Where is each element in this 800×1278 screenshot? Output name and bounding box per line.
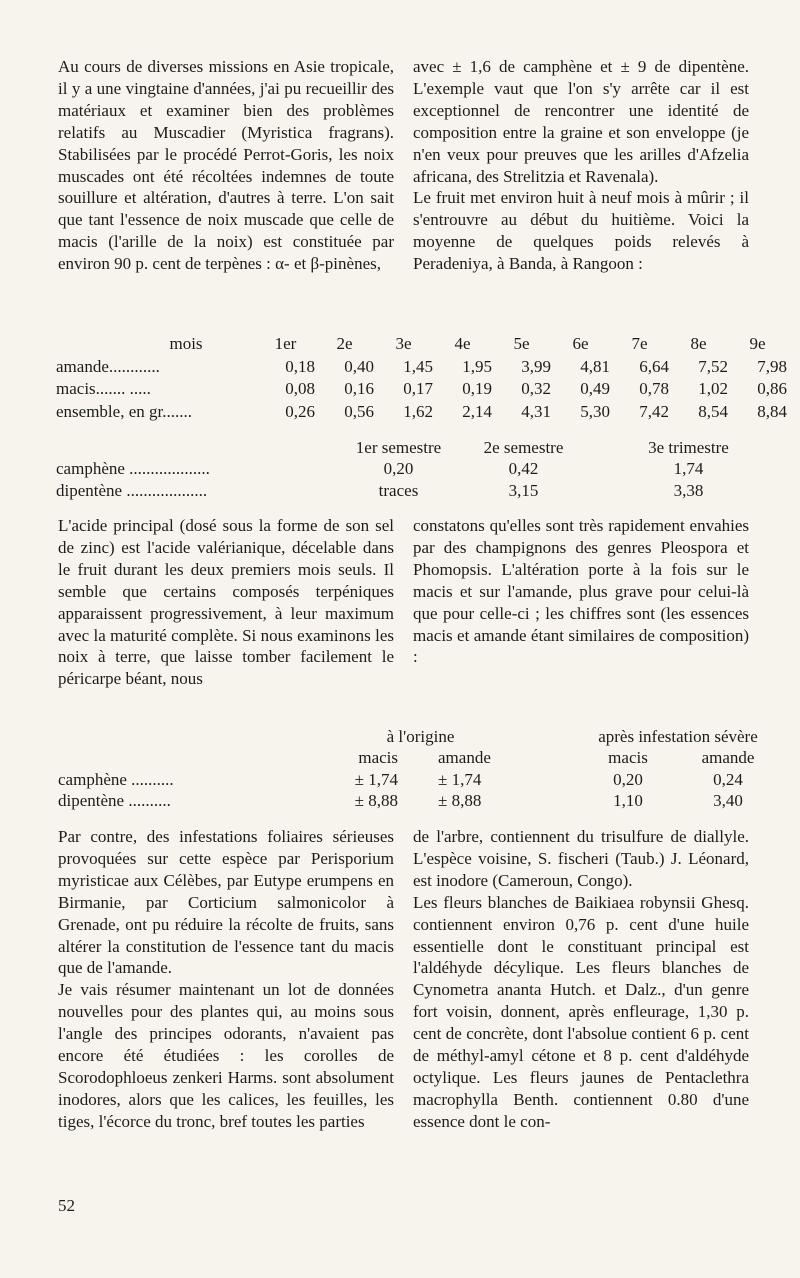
table-cell: 1,95 — [462, 356, 492, 376]
table-cell: 1,02 — [698, 379, 728, 399]
table-row — [58, 769, 778, 791]
header-origine: à l'origine — [386, 726, 455, 746]
table-cell: 0,20 — [383, 459, 414, 479]
row-label: amande — [56, 356, 109, 376]
subheader-macis: macis — [608, 748, 648, 768]
page-number: 52 — [58, 1196, 75, 1215]
month-9: 9e — [749, 334, 766, 354]
table-row — [56, 401, 787, 424]
month-1: 1er — [274, 334, 297, 354]
terpene-by-period-table — [56, 437, 791, 502]
table-cell: 0,78 — [639, 379, 669, 399]
table-cell: 1,45 — [403, 356, 433, 376]
row-label: dipentène — [58, 791, 125, 811]
table-cell: 8,54 — [698, 401, 728, 421]
table-cell: 0,18 — [285, 356, 315, 376]
header-trimestre-3: 3e trimestre — [648, 437, 729, 457]
text-right-c: de l'arbre, contiennent du trisulfure de diallyle. L'espèce voisine, S. fischeri (Taub.) J. Léonard, est inodore (Cameroun, Congo). — [413, 827, 749, 890]
table-row — [56, 356, 787, 379]
table-cell: traces — [378, 480, 419, 500]
text-left-c2: Je vais résumer maintenant un lot de données nouvelles pour des plantes qui, au moins sous l'angle des principes odorants, n'avaient pas encore été étudiées : les corolles de Scorodophloeus zenkeri Harms. sont absolument inodores, alors que les calices, les feuilles, les tiges, l'écorce du tronc, bref toutes les parties — [58, 980, 394, 1131]
month-3: 3e — [395, 334, 412, 354]
table-cell: 0,86 — [757, 379, 787, 399]
table-row — [56, 459, 791, 481]
paragraph-foliar-infestations — [58, 826, 394, 1133]
row-label: dipentène — [56, 480, 123, 500]
subheader-amande: amande — [701, 748, 755, 768]
table-cell: ± 1,74 — [438, 769, 482, 789]
table-row — [56, 378, 787, 401]
table-cell: 3,40 — [713, 791, 743, 811]
table-cell: 5,30 — [580, 401, 610, 421]
table-cell: 0,24 — [713, 769, 743, 789]
table-row — [56, 480, 791, 502]
table-cell: 0,56 — [344, 401, 374, 421]
dot-leader: ................... — [126, 480, 208, 500]
table-cell: 4,81 — [580, 356, 610, 376]
header-semestre-2: 2e semestre — [483, 437, 564, 457]
dot-leader: ...... — [166, 401, 192, 421]
paragraph-muscadier-intro — [58, 56, 394, 275]
paragraph-new-plant-data — [413, 826, 749, 1133]
text-right-a: avec ± 1,6 de camphène et ± 9 de dipentène. L'exemple vaut que l'on s'y arrête car il est exceptionnel de rencontrer une identité de composition entre la graine et son enveloppe (je n'en veux pour preuves que les arilles d'Afzelia africana, des Strelitzia et Ravenala). — [413, 57, 749, 186]
text-left-c: Par contre, des infestations foliaires sérieuses provoquées sur cette espèce par Perisporium myristicae aux Célèbes, par Eutype erumpens en Birmanie, par Corticium salmonicolor à Grenade, ont pu réduire la récolte de fruits, sans altérer la constitution de l'essence tant du macis que de l'amande. — [58, 827, 394, 978]
table-cell: 0,17 — [403, 379, 433, 399]
table-cell: 4,31 — [521, 401, 551, 421]
table-cell: 7,98 — [757, 356, 787, 376]
table-cell: 1,62 — [403, 401, 433, 421]
table-cell: 1,74 — [673, 459, 704, 479]
header-apres-infestation: après infestation sévère — [598, 726, 758, 746]
text-left-a: Au cours de diverses missions en Asie tropicale, il y a une vingtaine d'années, j'ai pu recueillir des matériaux et examiner bien des problèmes relatifs au Muscadier (Myristica fragrans). Stabilisées par le procédé Perrot-Goris, les noix muscades ont été récoltées indemnes de toute souillure et altération, d'autres à terre. L'on sait que tant l'essence de noix muscade que celle de macis (l'arille de la noix) est constituée par environ 90 p. cent de terpènes : α- et β-pinènes, — [58, 57, 394, 274]
table-cell: 1,10 — [613, 791, 643, 811]
infestation-comparison-table — [58, 726, 778, 812]
table-cell: 0,42 — [508, 459, 539, 479]
table-cell: 3,38 — [673, 480, 704, 500]
row-label: camphène — [56, 459, 125, 479]
table-cell: 0,20 — [613, 769, 643, 789]
text-right-a2: Le fruit met environ huit à neuf mois à mûrir ; il s'entrouvre au début du huitième. Voici la moyenne de quelques poids relevés à Peradeniya, à Banda, à Rangoon : — [413, 188, 749, 274]
month-6: 6e — [572, 334, 589, 354]
table-header-row — [56, 333, 787, 356]
dot-leader: ................... — [129, 459, 210, 479]
table-cell: 0,49 — [580, 379, 610, 399]
row-label: camphène — [58, 769, 127, 789]
month-8: 8e — [690, 334, 707, 354]
month-5: 5e — [513, 334, 530, 354]
row-label: macis — [56, 379, 96, 399]
month-7: 7e — [631, 334, 648, 354]
table-cell: 8,84 — [757, 401, 787, 421]
header-mois: mois — [169, 334, 203, 354]
dot-leader: .......... — [131, 769, 174, 789]
subheader-macis: macis — [358, 748, 398, 768]
dot-leader: .......... — [128, 791, 171, 811]
dot-leader: ............ — [108, 356, 160, 376]
table-cell: 0,19 — [462, 379, 492, 399]
table-header-row — [56, 437, 791, 459]
row-label: ensemble, en gr. — [56, 401, 167, 421]
text-left-b: L'acide principal (dosé sous la forme de son sel de zinc) est l'acide valérianique, décelable dans le fruit durant les deux premiers mois seuls. Il semble que certains composés terpéniques apparaissent progressivement, à leur maximum avec la maturité complète. Si nous examinons les noix à terre, que laisse tomber facilement le péricarpe béant, nous — [58, 516, 394, 689]
table-cell: 3,15 — [508, 480, 539, 500]
fruit-weight-table — [56, 333, 787, 423]
header-semestre-1: 1er semestre — [355, 437, 442, 457]
paragraph-valerianic-acid — [58, 515, 394, 690]
table-cell: 0,40 — [344, 356, 374, 376]
subheader-amande: amande — [438, 748, 491, 768]
table-cell: 0,26 — [285, 401, 315, 421]
table-cell: ± 1,74 — [354, 769, 398, 789]
table-cell: 7,42 — [639, 401, 669, 421]
paragraph-fungal-infestation — [413, 515, 749, 668]
table-cell: 0,16 — [344, 379, 374, 399]
month-2: 2e — [336, 334, 353, 354]
text-right-b: constatons qu'elles sont très rapidement envahies par des champignons des genres Pleospora et Phomopsis. L'altération porte à la fois sur le macis et sur l'amande, plus grave pour celui-là que pour celle-ci ; les chiffres sont (les essences macis et amande étant similaires de composition) : — [413, 516, 749, 667]
paragraph-camphene-note — [413, 56, 749, 275]
dot-leader: ....... ..... — [95, 379, 151, 399]
table-cell: 2,14 — [462, 401, 492, 421]
table-row — [58, 791, 778, 813]
table-cell: 6,64 — [639, 356, 669, 376]
table-cell: ± 8,88 — [354, 791, 398, 811]
table-subheader-row — [58, 748, 778, 770]
table-header-row — [58, 726, 778, 748]
text-right-c2: Les fleurs blanches de Baikiaea robynsii Ghesq. contiennent environ 0,76 p. cent d'une huile essentielle dont le constituant principal est l'aldéhyde décylique. Les fleurs blanches de Cynometra ananta Hutch. et Dalz., d'un genre fort voisin, donnent, après enfleurage, 1,30 p. cent de concrète, dont l'absolue contient 6 p. cent de méthyl-amyl cétone et 8 p. cent d'aldéhyde octylique. Les fleurs jaunes de Pentaclethra macrophylla Benth. contiennent 0.80 d'une essence dont le con- — [413, 892, 749, 1131]
month-4: 4e — [454, 334, 471, 354]
table-cell: ± 8,88 — [438, 791, 482, 811]
table-cell: 0,08 — [285, 379, 315, 399]
table-cell: 0,32 — [521, 379, 551, 399]
table-cell: 7,52 — [698, 356, 728, 376]
table-cell: 3,99 — [521, 356, 551, 376]
